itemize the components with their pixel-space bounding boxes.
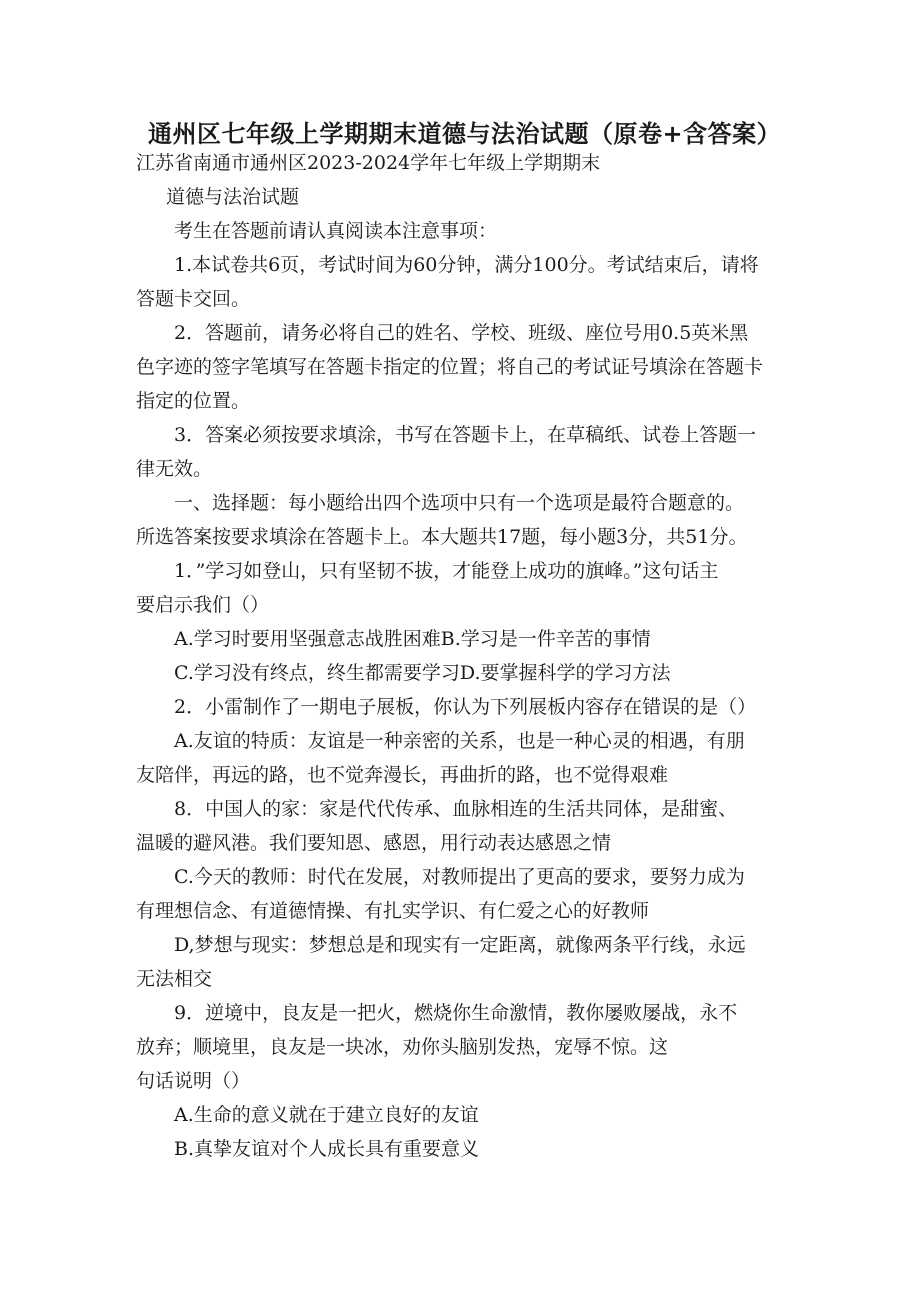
subtitle-line: 道德与法治试题 [166, 186, 300, 208]
question-option: D,梦想与现实：梦想总是和现实有一定距离，就像两条平行线，永远 [174, 934, 746, 956]
question-option: C.学习没有终点，终生都需要学习D.要掌握科学的学习方法 [174, 662, 671, 684]
question-option-cont: 无法相交 [136, 968, 213, 990]
document-body [136, 146, 796, 1166]
question-option: B.真挚友谊对个人成长具有重要意义 [174, 1138, 480, 1160]
question-stem-cont: 要启示我们（） [136, 594, 270, 616]
question-option: A.生命的意义就在于建立良好的友谊 [174, 1104, 479, 1126]
question-option: 8．中国人的家：家是代代传承、血脉相连的生活共同体，是甜蜜、 [174, 798, 738, 820]
question-option-cont: 友陪伴，再远的路，也不觉奔漫长，再曲折的路，也不觉得艰难 [136, 764, 669, 786]
question-option-cont: 温暖的避风港。我们要知恩、感恩，用行动表达感恩之情 [136, 832, 612, 854]
notice-intro: 考生在答题前请认真阅读本注意事项： [174, 220, 498, 242]
section-heading: 一、选择题：每小题给出四个选项中只有一个选项是最符合题意的。 [174, 492, 745, 514]
question-stem-cont: 句话说明（） [136, 1070, 251, 1092]
document-title: 通州区七年级上学期期末道德与法治试题（原卷+含答案） [148, 120, 782, 148]
subtitle-line: 江苏省南通市通州区2023-2024学年七年级上学期期末 [136, 152, 601, 174]
question-stem: 1．”学习如登山，只有坚韧不拔，才能登上成功的旗峰。”这句话主 [174, 560, 719, 582]
question-stem: 2．小雷制作了一期电子展板，你认为下列展板内容存在错误的是（） [174, 696, 757, 718]
notice-item-cont: 律无效。 [136, 458, 213, 480]
notice-item-cont: 答题卡交回。 [136, 288, 251, 310]
section-heading-cont: 所选答案按要求填涂在答题卡上。本大题共17题，每小题3分，共51分。 [136, 526, 748, 548]
notice-item-cont: 指定的位置。 [136, 390, 251, 412]
notice-item: 3．答案必须按要求填涂，书写在答题卡上，在草稿纸、试卷上答题一 [174, 424, 757, 446]
notice-item-cont: 色字迹的签字笔填写在答题卡指定的位置；将自己的考试证号填涂在答题卡 [136, 356, 764, 378]
question-option: A.友谊的特质：友谊是一种亲密的关系，也是一种心灵的相遇，有朋 [174, 730, 745, 752]
question-option: A.学习时要用坚强意志战胜困难B.学习是一件辛苦的事情 [174, 628, 651, 650]
question-option: C.今天的教师：时代在发展，对教师提出了更高的要求，要努力成为 [174, 866, 745, 888]
notice-item: 2．答题前，请务必将自己的姓名、学校、班级、座位号用0.5英米黑 [174, 322, 749, 344]
question-option-cont: 有理想信念、有道德情操、有扎实学识、有仁爱之心的好教师 [136, 900, 650, 922]
notice-item: 1.本试卷共6页，考试时间为60分钟，满分100分。考试结束后，请将 [174, 254, 759, 276]
question-stem: 9．逆境中，良友是一把火，燃烧你生命激情，教你屡败屡战，永不 [174, 1002, 738, 1024]
question-stem-cont: 放弃；顺境里，良友是一块冰，劝你头脑别发热，宠辱不惊。这 [136, 1036, 669, 1058]
